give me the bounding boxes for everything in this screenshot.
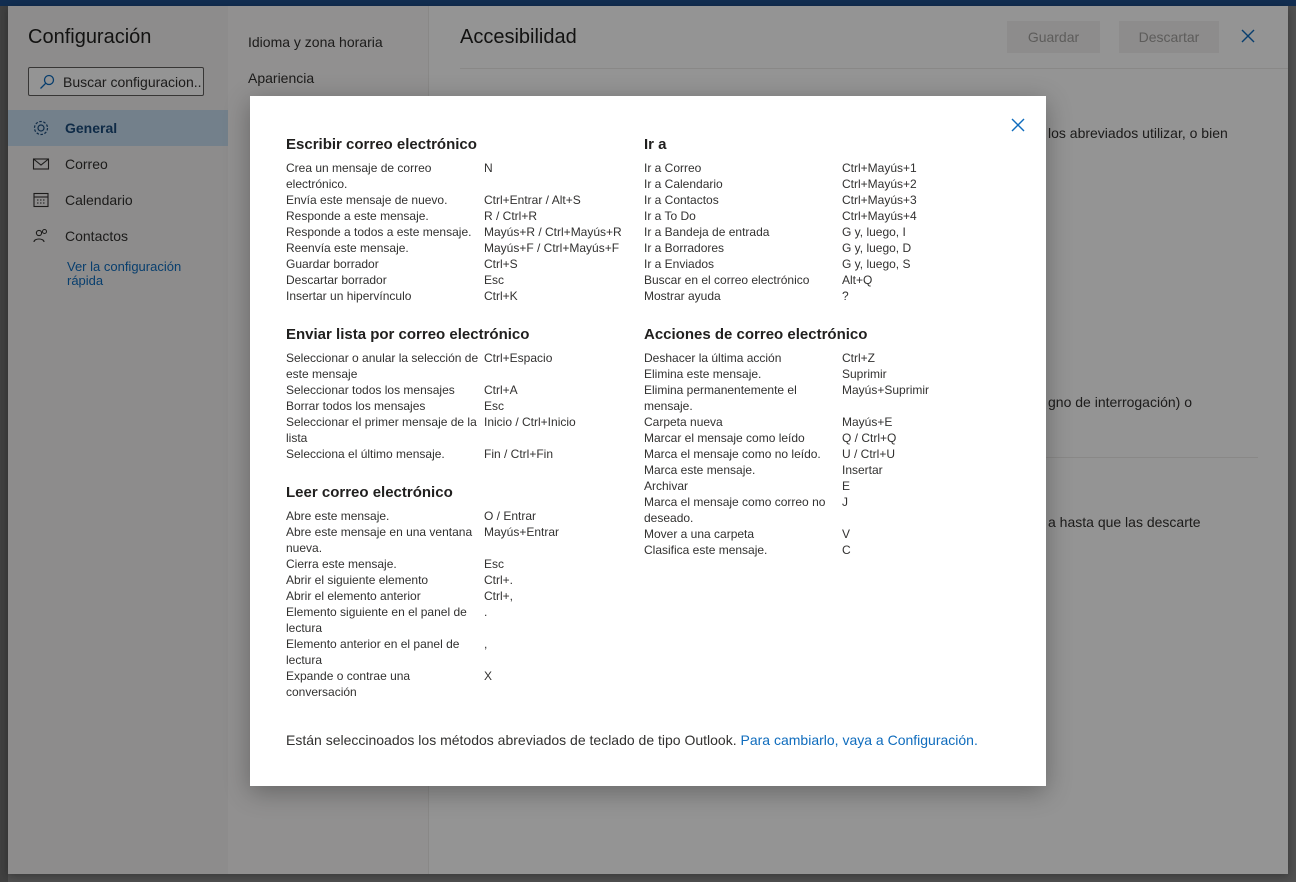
shortcut-description: Expande o contrae una conversación [286, 669, 411, 699]
shortcut-description: Borrar todos los mensajes [286, 399, 426, 413]
shortcut-row [286, 572, 646, 588]
shortcut-key: Ctrl+Mayús+1 [842, 161, 917, 175]
shortcut-key: Ctrl+A [484, 383, 518, 397]
shortcut-key: V [842, 527, 851, 541]
shortcut-description: Seleccionar todos los mensajes [286, 383, 455, 397]
shortcut-key: Ctrl+Mayús+4 [842, 209, 917, 223]
shortcut-row [286, 192, 646, 208]
shortcut-key: C [842, 543, 851, 557]
shortcut-key: Ctrl+Entrar / Alt+S [484, 193, 581, 207]
shortcut-section [286, 136, 646, 304]
settings-title: Configuración [28, 26, 152, 48]
section-spacer [286, 304, 646, 326]
shortcut-description: Ir a Contactos [644, 193, 719, 207]
keyboard-shortcuts-dialog [250, 96, 1046, 786]
shortcut-description: Abre este mensaje. [286, 509, 390, 523]
shortcut-key: R / Ctrl+R [484, 209, 538, 223]
shortcut-description: Selecciona el último mensaje. [286, 447, 445, 461]
shortcut-row [286, 160, 646, 192]
shortcut-description: Descartar borrador [286, 273, 387, 287]
subnav-item-appearance[interactable]: Apariencia [248, 70, 315, 86]
shortcut-description: Guardar borrador [286, 257, 379, 271]
shortcut-key: U / Ctrl+U [842, 447, 896, 461]
shortcut-key: Esc [484, 399, 505, 413]
shortcut-key: Mayús+F / Ctrl+Mayús+F [484, 241, 620, 255]
shortcut-key: Mayús+Entrar [484, 525, 560, 539]
shortcut-description: Elimina este mensaje. [644, 367, 762, 381]
shortcut-key: Mayús+Suprimir [842, 383, 930, 397]
section-title: Enviar lista por correo electrónico [286, 326, 530, 343]
shortcut-row [644, 224, 1004, 240]
quick-settings-link[interactable]: Ver la configuración rápida [67, 259, 182, 288]
shortcut-key: Ctrl+Mayús+3 [842, 193, 917, 207]
shortcut-description: Carpeta nueva [644, 415, 723, 429]
shortcut-description: Ir a Calendario [644, 177, 723, 191]
shortcut-row [644, 446, 1004, 462]
shortcut-row [644, 462, 1004, 478]
shortcut-key: Fin / Ctrl+Fin [484, 447, 554, 461]
shortcut-row [644, 192, 1004, 208]
shortcut-row [286, 604, 646, 636]
shortcut-key: X [484, 669, 493, 683]
shortcut-row [286, 256, 646, 272]
shortcut-description: Seleccionar el primer mensaje de la lista [286, 415, 477, 445]
background-text: gno de interrogación) o [1048, 394, 1192, 410]
shortcut-description: Marca este mensaje. [644, 463, 756, 477]
shortcut-key: O / Entrar [484, 509, 537, 523]
shortcut-section [286, 484, 646, 700]
discard-button[interactable]: Descartar [1119, 21, 1219, 53]
shortcut-description: Elemento siguiente en el panel de lectura [286, 605, 467, 635]
shortcut-row [286, 556, 646, 572]
shortcut-row [644, 350, 1004, 366]
shortcut-key: J [842, 495, 848, 509]
close-icon[interactable] [1010, 117, 1026, 133]
shortcut-row [286, 668, 646, 700]
shortcut-description: Ir a To Do [644, 209, 696, 223]
shortcut-key: Esc [484, 557, 505, 571]
nav-item-label: Calendario [65, 192, 133, 208]
shortcut-description: Abrir el siguiente elemento [286, 573, 429, 587]
nav-item-label: Correo [65, 156, 108, 172]
shortcut-description: Ir a Correo [644, 161, 702, 175]
shortcut-row [286, 382, 646, 398]
shortcut-description: Buscar en el correo electrónico [644, 273, 810, 287]
section-title: Escribir correo electrónico [286, 136, 477, 153]
shortcut-row [286, 398, 646, 414]
shortcut-key: Ctrl+Mayús+2 [842, 177, 917, 191]
shortcut-row [286, 288, 646, 304]
shortcut-key: Mayús+R / Ctrl+Mayús+R [484, 225, 622, 239]
shortcut-key: . [484, 605, 488, 619]
shortcuts-column-left [286, 136, 646, 700]
shortcut-description: Seleccionar o anular la selección de este mensaje [286, 351, 479, 381]
shortcut-description: Envía este mensaje de nuevo. [286, 193, 448, 207]
page-title: Accesibilidad [460, 26, 577, 48]
shortcut-row [644, 240, 1004, 256]
shortcut-row [286, 414, 646, 446]
shortcuts-column-right [644, 136, 1004, 558]
shortcut-row [286, 508, 646, 524]
subnav-item-language[interactable]: Idioma y zona horaria [248, 34, 383, 50]
shortcut-row [644, 176, 1004, 192]
save-button[interactable]: Guardar [1007, 21, 1100, 53]
shortcut-description: Ir a Bandeja de entrada [644, 225, 770, 239]
shortcut-description: Marca el mensaje como correo no deseado. [644, 495, 826, 525]
shortcut-section [644, 326, 1004, 558]
shortcut-key: Ctrl+Z [842, 351, 875, 365]
shortcuts-footer [286, 732, 978, 748]
shortcut-description: Responde a este mensaje. [286, 209, 429, 223]
shortcut-key: Ctrl+K [484, 289, 518, 303]
shortcut-key: Ctrl+Espacio [484, 351, 553, 365]
section-spacer [286, 462, 646, 484]
shortcut-row [644, 256, 1004, 272]
shortcut-description: Archivar [644, 479, 689, 493]
shortcut-row [644, 430, 1004, 446]
shortcut-key: N [484, 161, 493, 175]
shortcut-row [644, 382, 1004, 414]
shortcut-description: Clasifica este mensaje. [644, 543, 768, 557]
shortcut-row [286, 208, 646, 224]
shortcut-row [644, 494, 1004, 526]
shortcut-key: Esc [484, 273, 505, 287]
shortcut-row [286, 446, 646, 462]
shortcut-row [644, 288, 1004, 304]
shortcut-key: Insertar [842, 463, 883, 477]
background-text: a hasta que las descarte [1048, 514, 1201, 530]
shortcut-row [644, 160, 1004, 176]
shortcut-description: Mostrar ayuda [644, 289, 721, 303]
shortcut-description: Reenvía este mensaje. [286, 241, 409, 255]
shortcut-description: Elimina permanentemente el mensaje. [644, 383, 797, 413]
shortcut-description: Deshacer la última acción [644, 351, 782, 365]
shortcut-row [644, 366, 1004, 382]
shortcut-key: Alt+Q [842, 273, 873, 287]
shortcut-section [644, 136, 1004, 304]
background-text: los abreviados utilizar, o bien [1048, 125, 1228, 141]
shortcut-row [286, 272, 646, 288]
shortcut-description: Crea un mensaje de correo electrónico. [286, 161, 432, 191]
shortcut-section [286, 326, 646, 462]
shortcut-key: G y, luego, D [842, 241, 912, 255]
shortcut-description: Ir a Enviados [644, 257, 715, 271]
shortcut-description: Mover a una carpeta [644, 527, 755, 541]
shortcut-description: Ir a Borradores [644, 241, 725, 255]
shortcut-key: Suprimir [842, 367, 887, 381]
section-title: Ir a [644, 136, 667, 153]
section-spacer [644, 304, 1004, 326]
shortcut-description: Responde a todos a este mensaje. [286, 225, 472, 239]
shortcut-key: ? [842, 289, 849, 303]
shortcut-key: G y, luego, S [842, 257, 911, 271]
shortcut-description: Abrir el elemento anterior [286, 589, 421, 603]
shortcut-row [644, 208, 1004, 224]
section-title: Leer correo electrónico [286, 484, 453, 501]
shortcut-row [286, 588, 646, 604]
shortcut-row [644, 542, 1004, 558]
settings-link[interactable]: Para cambiarlo, vaya a Configuración. [740, 732, 978, 748]
shortcut-row [644, 272, 1004, 288]
shortcut-row [286, 224, 646, 240]
shortcut-row [286, 350, 646, 382]
shortcut-key: , [484, 637, 488, 651]
shortcut-key: G y, luego, I [842, 225, 906, 239]
shortcut-row [286, 240, 646, 256]
nav-item-label: Contactos [65, 228, 129, 244]
shortcut-row [286, 636, 646, 668]
shortcut-description: Marca el mensaje como no leído. [644, 447, 821, 461]
shortcut-key: Q / Ctrl+Q [842, 431, 897, 445]
shortcut-row [644, 478, 1004, 494]
shortcut-key: Ctrl+S [484, 257, 518, 271]
shortcut-key: Mayús+E [842, 415, 893, 429]
section-title: Acciones de correo electrónico [644, 326, 868, 343]
shortcut-description: Cierra este mensaje. [286, 557, 397, 571]
shortcut-description: Insertar un hipervínculo [286, 289, 412, 303]
shortcut-row [644, 526, 1004, 542]
shortcut-row [644, 414, 1004, 430]
shortcut-key: Inicio / Ctrl+Inicio [484, 415, 576, 429]
shortcut-key: Ctrl+, [484, 589, 514, 603]
shortcut-description: Elemento anterior en el panel de lectura [286, 637, 460, 667]
shortcut-description: Marcar el mensaje como leído [644, 431, 805, 445]
footer-text: Están seleccinoados los métodos abreviados de teclado de tipo Outlook. [286, 732, 741, 748]
nav-item-label: General [65, 120, 118, 136]
shortcut-description: Abre este mensaje en una ventana nueva. [286, 525, 473, 555]
shortcut-key: Ctrl+. [484, 573, 514, 587]
shortcut-row [286, 524, 646, 556]
shortcut-key: E [842, 479, 851, 493]
